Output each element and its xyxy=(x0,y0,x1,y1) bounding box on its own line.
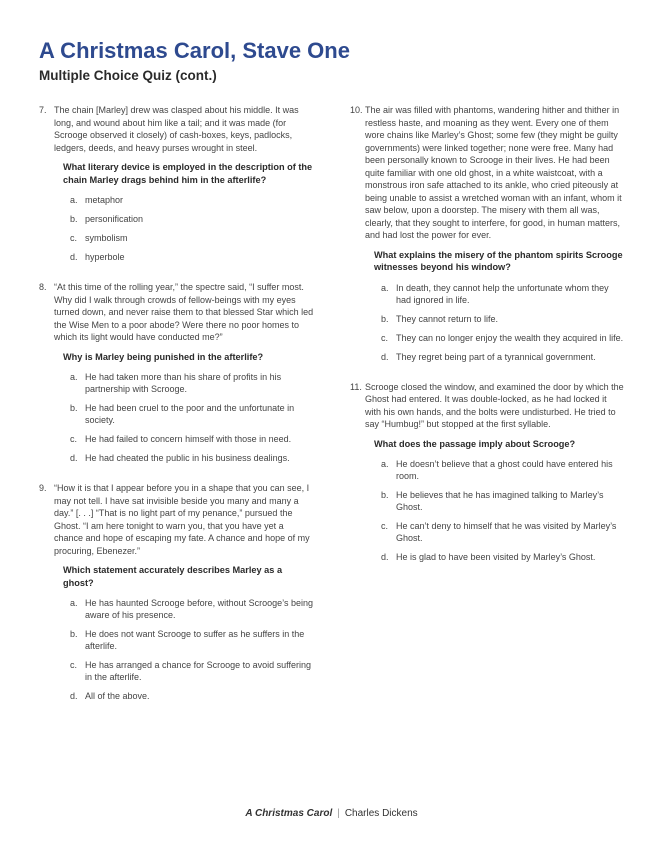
option-text: He can’t deny to himself that he was visited by Marley’s Ghost. xyxy=(396,521,617,543)
answer-option-a[interactable] xyxy=(63,371,315,395)
option-letter: a. xyxy=(381,282,389,293)
option-letter: c. xyxy=(70,660,78,670)
option-letter: b. xyxy=(70,403,78,413)
option-letter: a. xyxy=(70,372,78,382)
option-letter: d. xyxy=(381,351,389,362)
footer-separator: | xyxy=(337,808,340,819)
answer-option-b[interactable] xyxy=(63,628,315,652)
option-letter: a. xyxy=(70,598,78,608)
option-letter: d. xyxy=(70,691,78,701)
answer-options xyxy=(374,282,624,363)
question-number: 7. xyxy=(39,105,47,115)
option-text: He is glad to have been visited by Marley’s Ghost. xyxy=(396,552,596,562)
footer-book-title: A Christmas Carol xyxy=(245,808,333,819)
answer-option-c[interactable] xyxy=(63,659,315,683)
question-prompt: What explains the misery of the phantom spirits Scrooge witnesses beyond his window? xyxy=(374,249,623,272)
option-letter: a. xyxy=(70,195,78,205)
question-7 xyxy=(39,104,315,263)
page-subtitle: Multiple Choice Quiz (cont.) xyxy=(39,68,217,83)
answer-option-d[interactable] xyxy=(63,690,315,702)
option-text: hyperbole xyxy=(85,252,125,262)
option-text: He has haunted Scrooge before, without Scrooge’s being aware of his presence. xyxy=(85,598,313,620)
answer-option-d[interactable] xyxy=(374,551,624,563)
answer-option-b[interactable] xyxy=(63,402,315,426)
question-number: 8. xyxy=(39,282,47,292)
option-letter: d. xyxy=(70,252,78,262)
question-prompt: What does the passage imply about Scrooge? xyxy=(374,438,576,449)
answer-option-a[interactable] xyxy=(63,194,315,206)
option-text: He had been cruel to the poor and the unfortunate in society. xyxy=(85,403,295,425)
left-column xyxy=(39,104,315,720)
answer-option-c[interactable] xyxy=(374,520,624,544)
question-passage: Scrooge closed the window, and examined the door by which the Ghost had entered. It was double-locked, as he had locked it with his own hands, and the bolts were undisturbed. He tried to say “Humbug!” but stopped at the first syllable. xyxy=(365,381,624,429)
question-9 xyxy=(39,482,315,702)
answer-option-a[interactable] xyxy=(374,458,624,482)
option-letter: c. xyxy=(381,332,389,343)
answer-options xyxy=(63,597,315,702)
option-text: All of the above. xyxy=(85,691,150,701)
page-footer xyxy=(0,808,663,819)
option-text: They regret being part of a tyrannical government. xyxy=(396,351,596,362)
question-10 xyxy=(350,104,624,363)
right-column xyxy=(350,104,624,581)
question-prompt: What literary device is employed in the description of the chain Marley drags behind him in the afterlife? xyxy=(63,162,313,185)
answer-option-a[interactable] xyxy=(374,282,624,306)
question-passage: “How it is that I appear before you in a shape that you can see, I may not tell. I have sat invisible beside you many and many a day.” [. . .] “That is no light part of my penance,” pursued the Ghost. “I am here tonight to warn you, that you have yet a chance and hope of escaping my fate. A chance and hope of my procuring, Ebenezer.” xyxy=(54,483,310,556)
answer-option-c[interactable] xyxy=(63,433,315,445)
option-text: metaphor xyxy=(85,195,124,205)
question-passage: “At this time of the rolling year,” the spectre said, “I suffer most. Why did I walk through crowds of fellow-beings with my eyes turned down, and never raise them to that blessed Star which led the Wise Men to a poor abode? Were there no poor homes to which its light would have conducted me?” xyxy=(54,282,314,342)
option-letter: b. xyxy=(70,214,78,224)
option-text: They can no longer enjoy the wealth they acquired in life. xyxy=(396,332,624,343)
question-passage: The air was filled with phantoms, wandering hither and thither in restless haste, and moaning as they went. Every one of them wore chains like Marley’s Ghost; some few (they might be guilty governments) were linked together; none were free. Many had been personally known to Scrooge in their lives. He had been quite familiar with one old ghost, in a white waistcoat, with a monstrous iron safe attached to its ankle, who cried piteously at being unable to assist a wretched woman with an infant, whom it saw below, upon a doorstep. The misery with them all was, clearly, that they sought to interfere, for good, in human matters, and had lost the power for ever. xyxy=(365,105,622,240)
answer-option-b[interactable] xyxy=(63,213,315,225)
option-text: They cannot return to life. xyxy=(396,313,499,324)
option-letter: c. xyxy=(70,434,78,444)
answer-option-c[interactable] xyxy=(63,232,315,244)
question-8 xyxy=(39,281,315,464)
option-letter: b. xyxy=(381,313,389,324)
question-prompt: Why is Marley being punished in the afterlife? xyxy=(63,351,264,362)
answer-options xyxy=(63,194,315,263)
option-text: symbolism xyxy=(85,233,128,243)
option-text: He had failed to concern himself with those in need. xyxy=(85,434,292,444)
option-letter: b. xyxy=(381,490,389,500)
option-text: He had cheated the public in his business dealings. xyxy=(85,453,290,463)
option-letter: c. xyxy=(70,233,78,243)
answer-options xyxy=(374,458,624,563)
answer-options xyxy=(63,371,315,464)
answer-option-d[interactable] xyxy=(63,452,315,464)
question-number: 11. xyxy=(350,381,362,392)
option-text: He doesn’t believe that a ghost could have entered his room. xyxy=(396,459,613,481)
option-text: He does not want Scrooge to suffer as he suffers in the afterlife. xyxy=(85,629,305,651)
question-11 xyxy=(350,381,624,564)
answer-option-b[interactable] xyxy=(374,489,624,513)
option-letter: d. xyxy=(381,552,389,562)
footer-author: Charles Dickens xyxy=(344,808,418,819)
question-passage: The chain [Marley] drew was clasped about his middle. It was long, and wound about him like a tail; and it was made (for Scrooge observed it closely) of cash-boxes, keys, padlocks, ledgers, deeds, and heavy purses wrought in steel. xyxy=(54,105,299,153)
page-title: A Christmas Carol, Stave One xyxy=(39,38,350,63)
answer-option-c[interactable] xyxy=(374,332,624,344)
answer-option-d[interactable] xyxy=(374,351,624,363)
answer-option-b[interactable] xyxy=(374,313,624,325)
option-text: personification xyxy=(85,214,144,224)
question-number: 9. xyxy=(39,483,47,493)
answer-option-d[interactable] xyxy=(63,251,315,263)
answer-option-a[interactable] xyxy=(63,597,315,621)
option-text: He had taken more than his share of profits in his partnership with Scrooge. xyxy=(85,372,282,394)
option-letter: a. xyxy=(381,459,389,469)
option-letter: c. xyxy=(381,521,389,531)
option-text: He has arranged a chance for Scrooge to avoid suffering in the afterlife. xyxy=(85,660,311,682)
option-text: He believes that he has imagined talking to Marley’s Ghost. xyxy=(396,490,604,512)
question-number: 10. xyxy=(350,105,363,115)
option-text: In death, they cannot help the unfortunate whom they had ignored in life. xyxy=(396,282,609,305)
option-letter: d. xyxy=(70,453,78,463)
option-letter: b. xyxy=(70,629,78,639)
question-prompt: Which statement accurately describes Marley as a ghost? xyxy=(63,565,283,588)
